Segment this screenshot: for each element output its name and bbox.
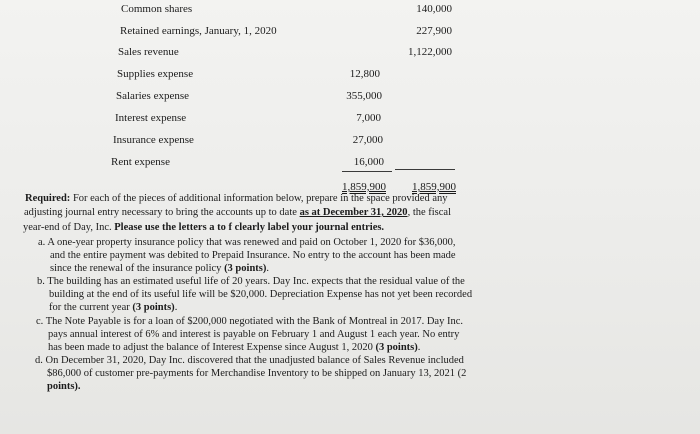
item-points: (3 points) bbox=[132, 302, 175, 313]
tb-row-retained-earnings bbox=[0, 25, 700, 41]
item-text: . bbox=[174, 302, 178, 313]
item-d-line-3: points). bbox=[47, 381, 81, 392]
item-a-line-1: a. A one-year property insurance policy that was renewed and paid on October 1, 2020 for $36,000, bbox=[38, 237, 456, 248]
item-points: (3 points) bbox=[375, 342, 418, 353]
tb-debit: 16,000 bbox=[353, 156, 384, 168]
tb-row-insurance-expense bbox=[0, 134, 700, 150]
tb-credit: 140,000 bbox=[416, 3, 452, 15]
tb-label: Insurance expense bbox=[113, 134, 194, 146]
tb-label: Retained earnings, January, 1, 2020 bbox=[120, 25, 277, 37]
item-text: has been made to adjust the balance of Interest Expense since August 1, 2020 bbox=[48, 342, 376, 353]
required-text: , the fiscal bbox=[407, 207, 452, 218]
item-a-line-3 bbox=[50, 263, 269, 275]
required-heading: Required: bbox=[25, 193, 71, 204]
tb-debit: 7,000 bbox=[356, 112, 381, 124]
debit-total-rule bbox=[342, 171, 392, 172]
tb-label: Common shares bbox=[121, 3, 193, 15]
tb-debit: 27,000 bbox=[352, 134, 383, 146]
credit-total-rule bbox=[395, 169, 455, 170]
tb-label: Supplies expense bbox=[117, 68, 194, 80]
required-line-3 bbox=[23, 222, 384, 234]
item-text: . bbox=[417, 342, 421, 353]
tb-row-salaries-expense bbox=[0, 90, 700, 106]
tb-credit: 227,900 bbox=[416, 25, 452, 37]
required-date: as at December 31, 2020 bbox=[299, 207, 408, 218]
tb-debit: 12,800 bbox=[349, 68, 380, 80]
tb-label: Interest expense bbox=[115, 112, 187, 124]
tb-row-sales-revenue bbox=[0, 46, 700, 62]
tb-row-supplies-expense bbox=[0, 68, 700, 84]
tb-label: Rent expense bbox=[111, 156, 170, 168]
required-line-1 bbox=[25, 193, 448, 205]
item-text: since the renewal of the insurance policy bbox=[50, 263, 225, 274]
tb-label: Salaries expense bbox=[116, 90, 189, 102]
item-c-line-2: pays annual interest of 6% and interest is payable on February 1 and August 1 each year. No entry bbox=[48, 329, 460, 340]
item-d-line-2 bbox=[47, 368, 466, 380]
item-text: (2 bbox=[457, 368, 467, 379]
item-text: for the current year bbox=[49, 302, 133, 313]
item-a-line-2: and the entire payment was debited to Prepaid Insurance. No entry to the account has been made bbox=[50, 250, 456, 261]
required-line-2 bbox=[24, 207, 451, 219]
required-text: year-end of Day, Inc. bbox=[23, 222, 115, 233]
tb-row-interest-expense bbox=[0, 112, 700, 128]
item-points: (3 points) bbox=[224, 263, 267, 274]
tb-credit: 1,122,000 bbox=[408, 46, 452, 58]
item-text: . bbox=[266, 263, 269, 274]
item-b-line-3 bbox=[49, 302, 177, 314]
tb-label: Sales revenue bbox=[118, 46, 179, 58]
item-b-line-1: b. The building has an estimated useful life of 20 years. Day Inc. expects that the residual value of the bbox=[37, 276, 465, 287]
item-c-line-3 bbox=[48, 342, 420, 354]
total-debit: 1,859,900 bbox=[342, 181, 386, 193]
tb-row-rent-expense bbox=[0, 156, 700, 172]
total-credit: 1,859,900 bbox=[412, 181, 456, 193]
tb-debit: 355,000 bbox=[346, 90, 382, 102]
required-text: adjusting journal entry necessary to bring the accounts up to date bbox=[24, 207, 300, 218]
item-b-line-2: building at the end of its useful life will be $20,000. Depreciation Expense has not yet been recorded bbox=[49, 289, 473, 300]
required-instruction: Please use the letters a to f clearly label your journal entries. bbox=[114, 222, 385, 233]
item-d-line-1: d. On December 31, 2020, Day Inc. discovered that the unadjusted balance of Sales Revenue included bbox=[35, 355, 464, 366]
required-text: For each of the pieces of additional information below, prepare in the space provided any bbox=[70, 193, 448, 204]
item-c-line-1: c. The Note Payable is for a loan of $200,000 negotiated with the Bank of Montreal in 2017. Day Inc. bbox=[36, 316, 463, 327]
item-text: $86,000 of customer pre-payments for Merchandise Inventory to be shipped on January 13, 2021 bbox=[47, 368, 458, 379]
tb-row-common-shares bbox=[0, 3, 700, 19]
